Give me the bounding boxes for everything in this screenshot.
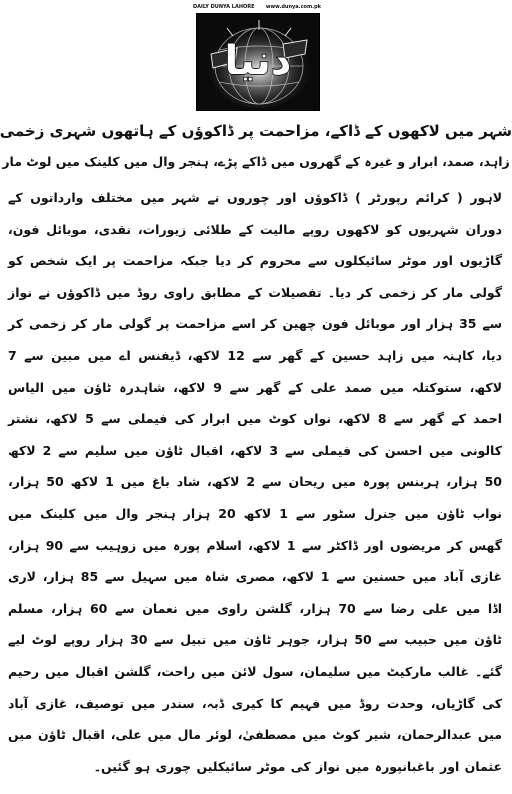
dunya-logo — [196, 13, 320, 111]
globe-logo-icon — [197, 14, 319, 110]
dateline-url: www.dunya.com.pk — [265, 4, 321, 10]
masthead — [193, 2, 321, 110]
sub-headline: زاہد، صمد، ابرار و غیرہ کے گھروں میں ڈاکے پڑے، ہنجر وال میں کلینک میں لوٹ مار — [2, 154, 510, 169]
logo-wordmark: دنیا — [224, 38, 292, 84]
article-body: لاہور ( کرائم رپورٹر ) ڈاکوؤں اور چوروں نے شہر میں مختلف وارداتوں کے دوران شہریوں کو لاکھوں روپے مالیت کے طلائی زیورات، نقدی، موبائل فون، گاڑیوں اور موٹر سائیکلوں سے محروم کر دیا جبکہ مزاحمت پر ایک شخص کو گولی مار کر زخمی کر دیا۔ تفصیلات کے مطابق راوی روڈ میں ڈاکوؤں نے نواز سے 35 ہزار اور موبائل فون چھین کر اسے مزاحمت پر گولی مار کر زخمی کر دیا، کاہنہ میں زاہد حسین کے گھر سے 12 لاکھ، ڈیفنس اے میں مبین سے 7 لاکھ، ستوکتلہ میں صمد علی کے گھر سے 9 لاکھ، شاہدرہ ٹاؤن میں الیاس احمد کے گھر سے 8 لاکھ، نواں کوٹ میں ابرار کی فیملی سے 5 لاکھ، نشتر کالونی میں احسن کی فیملی سے 3 لاکھ، اقبال ٹاؤن میں سلیم سے 2 لاکھ 50 ہزار، ہربنس پورہ میں ریحان سے 2 لاکھ، شاد باغ میں 1 لاکھ 50 ہزار، نواب ٹاؤن میں جنرل سٹور سے 1 لاکھ 20 ہزار ہنجر وال میں کلینک میں گھس کر مریضوں اور ڈاکٹر سے 1 لاکھ، اسلام پورہ میں زوہیب سے 90 ہزار، غازی آباد میں حسنین سے 1 لاکھ، مصری شاہ میں سہیل سے 85 ہزار، لاری اڈا میں علی رضا سے 70 ہزار، گلشن راوی میں نعمان سے 60 ہزار، مسلم ٹاؤن میں حبیب سے 50 ہزار، جوہر ٹاؤن میں نبیل سے 30 ہزار روپے لوٹ لیے گئے۔ غالب مارکیٹ میں سلیمان، سول لائن میں راحت، گلشن اقبال میں رحیم کی گاڑیاں، وحدت روڈ میں فہیم کا کیری ڈبہ، سندر میں توصیف، غازی آباد میں عبدالرحمان، شیر کوٹ میں مصطفیٰ، لوئر مال میں علی، اقبال ٹاؤن میں عثمان اور باغبانپورہ میں نواز کی موٹر سائیکلیں چوری ہو گئیں۔ — [8, 190, 503, 774]
dateline-paper: DAILY DUNYA LAHORE — [193, 4, 255, 10]
main-headline: شہر میں لاکھوں کے ڈاکے، مزاحمت پر ڈاکوؤں کے ہاتھوں شہری زخمی — [0, 122, 512, 140]
dateline — [193, 3, 321, 11]
